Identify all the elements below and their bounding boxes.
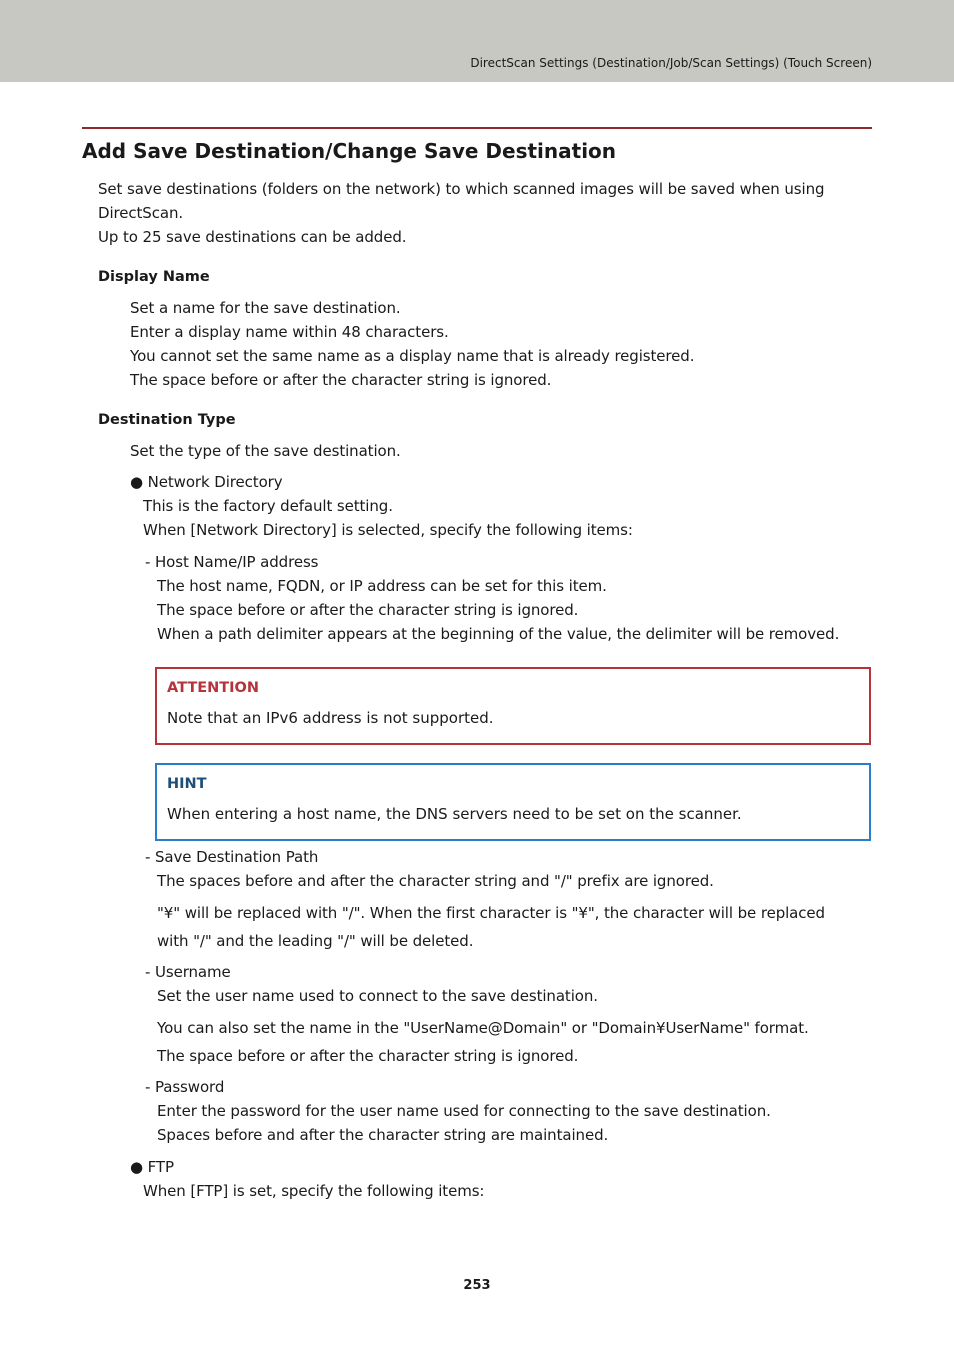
host-name-line-2: The space before or after the character string is ignored. — [157, 601, 579, 619]
attention-body: Note that an IPv6 address is not supported. — [167, 709, 494, 727]
save-path-line-2: "¥" will be replaced with "/". When the first character is "¥", the character will be replaced — [157, 904, 825, 922]
page-title: Add Save Destination/Change Save Destination — [82, 139, 617, 163]
display-name-line-2: Enter a display name within 48 characters. — [130, 323, 449, 341]
network-directory-line-1: This is the factory default setting. — [143, 497, 393, 515]
host-name-line-3: When a path delimiter appears at the beginning of the value, the delimiter will be removed. — [157, 625, 840, 643]
destination-type-heading: Destination Type — [98, 412, 236, 428]
password-line-1: Enter the password for the user name used for connecting to the save destination. — [157, 1102, 771, 1120]
password-line-2: Spaces before and after the character string are maintained. — [157, 1126, 609, 1144]
display-name-line-1: Set a name for the save destination. — [130, 299, 401, 317]
page-number: 253 — [463, 1278, 491, 1293]
username-line-3: The space before or after the character string is ignored. — [157, 1047, 579, 1065]
password-label: - Password — [145, 1078, 225, 1096]
attention-title: ATTENTION — [167, 680, 259, 696]
save-path-line-3: with "/" and the leading "/" will be deleted. — [157, 932, 474, 950]
display-name-heading: Display Name — [98, 269, 210, 285]
username-line-1: Set the user name used to connect to the save destination. — [157, 987, 598, 1005]
host-name-line-1: The host name, FQDN, or IP address can be set for this item. — [157, 577, 607, 595]
title-divider — [82, 127, 872, 129]
save-path-label: - Save Destination Path — [145, 848, 319, 866]
display-name-line-3: You cannot set the same name as a display name that is already registered. — [130, 347, 695, 365]
intro-line-1: Set save destinations (folders on the network) to which scanned images will be saved when using — [98, 180, 825, 198]
hint-box — [155, 763, 871, 841]
save-path-line-1: The spaces before and after the character string and "/" prefix are ignored. — [157, 872, 714, 890]
intro-line-3: Up to 25 save destinations can be added. — [98, 228, 407, 246]
username-line-2: You can also set the name in the "UserName@Domain" or "Domain¥UserName" format. — [157, 1019, 809, 1037]
running-header: DirectScan Settings (Destination/Job/Scan Settings) (Touch Screen) — [470, 56, 872, 70]
hint-body: When entering a host name, the DNS servers need to be set on the scanner. — [167, 805, 742, 823]
ftp-line-1: When [FTP] is set, specify the following items: — [143, 1182, 485, 1200]
attention-box — [155, 667, 871, 745]
network-directory-line-2: When [Network Directory] is selected, specify the following items: — [143, 521, 633, 539]
display-name-line-4: The space before or after the character string is ignored. — [130, 371, 552, 389]
ftp-bullet: ● FTP — [130, 1158, 174, 1176]
intro-line-2: DirectScan. — [98, 204, 184, 222]
hint-title: HINT — [167, 776, 207, 792]
destination-type-description: Set the type of the save destination. — [130, 442, 401, 460]
host-name-label: - Host Name/IP address — [145, 553, 319, 571]
network-directory-bullet: ● Network Directory — [130, 473, 283, 491]
username-label: - Username — [145, 963, 231, 981]
